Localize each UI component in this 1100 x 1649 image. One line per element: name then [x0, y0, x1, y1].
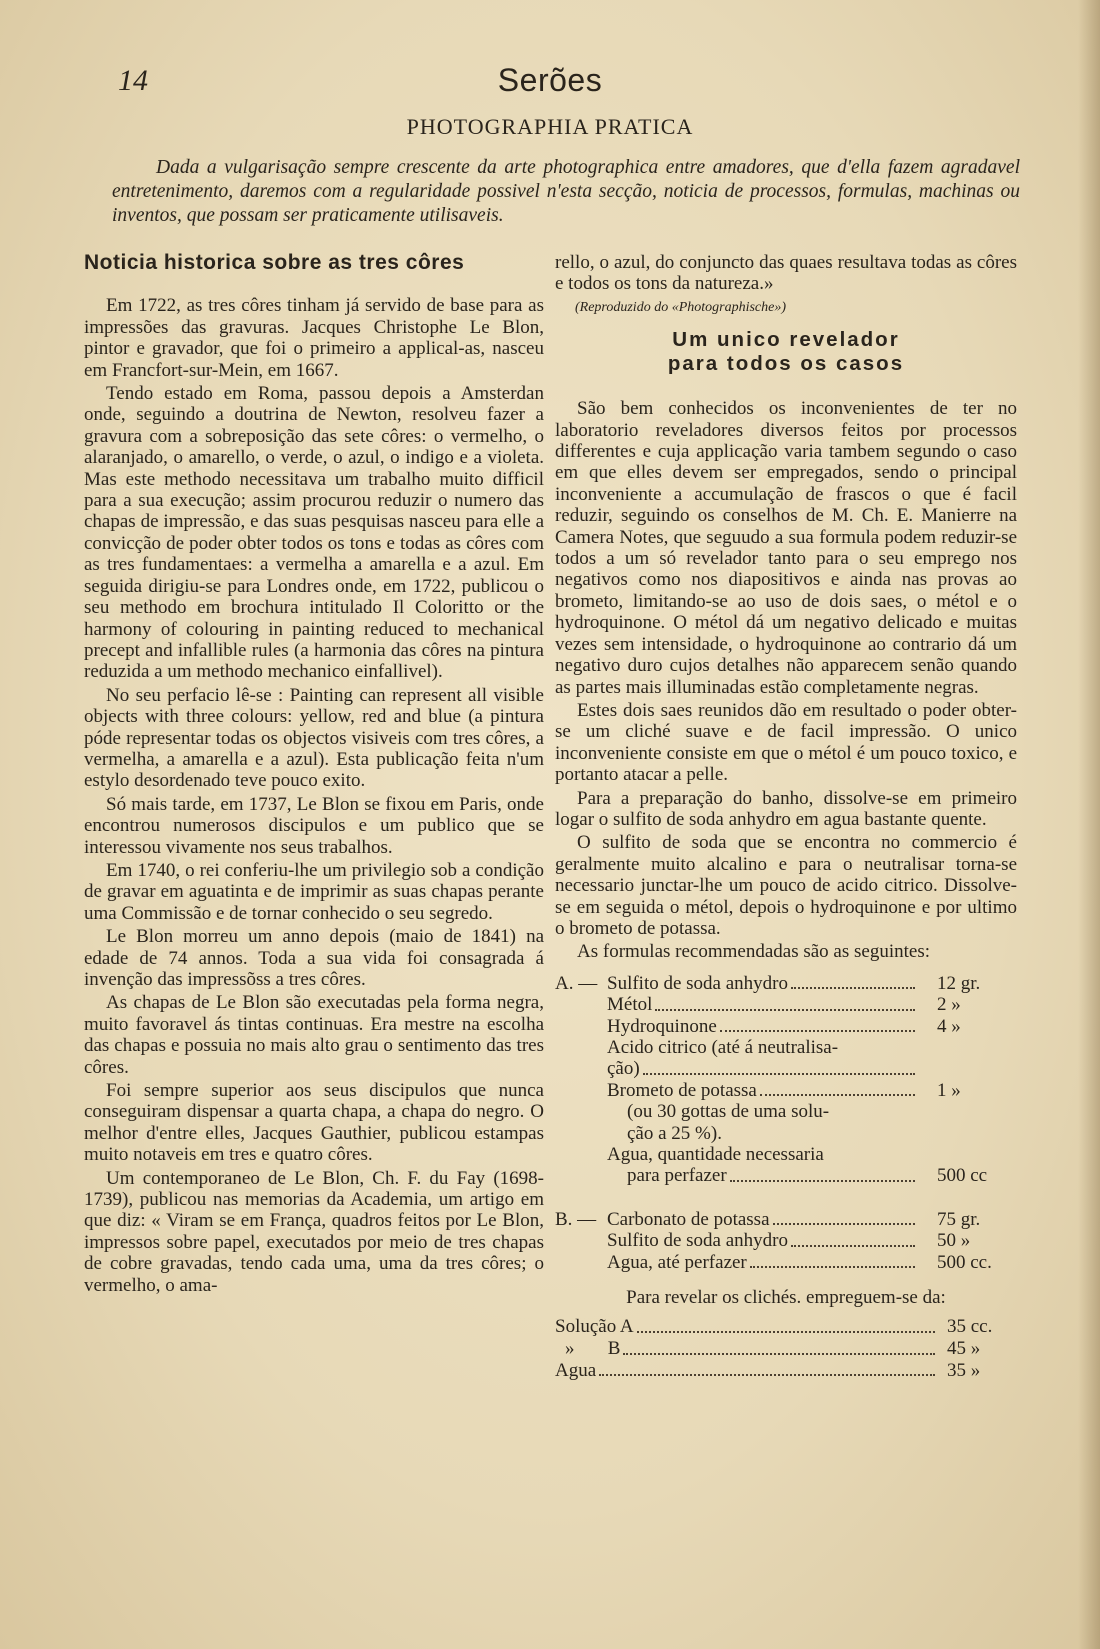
formula-a [555, 973, 1017, 1187]
formula-row [555, 1209, 1017, 1230]
reveal-row [555, 1316, 1017, 1338]
left-column [84, 252, 544, 1298]
paragraph: Em 1722, as tres côres tinham já servido de base para as impressões das gravuras. Jacques Christophe Le Blon, pintor e gravador, que foi o primeiro a applical-as, nasceu em Francfort-sur-Mein, em 1667. [84, 295, 544, 381]
leader-dots [599, 1374, 935, 1376]
reveal-quantity: 35 cc. [947, 1316, 993, 1338]
ingredient-label: Brometo de potassa [607, 1079, 757, 1101]
ingredient-label: Carbonato de potassa [607, 1208, 770, 1230]
paragraph: As chapas de Le Blon são executadas pela forma negra, muito favoravel ás tintas continuas. Era mestre na escolha das chapas e possuia no mais alto grau o sentimento das tres côres. [84, 992, 544, 1078]
paragraph: No seu perfacio lê-se : Painting can represent all visible objects with three colours: yellow, red and blue (a pintura póde representar todas os objectos visiveis com tres côres, a vermelha, a amarella e a azul). Esta publicação feita n'um estylo desordenado teve pouco exito. [84, 684, 544, 792]
paragraph: Só mais tarde, em 1737, Le Blon se fixou em Paris, onde encontrou numerosos discipulos e um publico que se interessou vivamente nos seus trabalhos. [84, 793, 544, 858]
page-edge-shadow [1078, 0, 1100, 1649]
ingredient-label: ção) [607, 1058, 640, 1080]
ingredient-quantity: 1 » [937, 1079, 961, 1101]
ingredient-note: (ou 30 gottas de uma solu- [627, 1101, 830, 1123]
source-credit: (Reproduzido do «Photographische») [575, 299, 787, 315]
formula-prefix: A. — [555, 972, 598, 994]
reveal-quantity: 45 » [947, 1338, 981, 1360]
section-title: PHOTOGRAPHIA PRATICA [406, 114, 694, 139]
formula-prefix: B. — [555, 1208, 597, 1230]
leader-dots [655, 1009, 915, 1011]
ingredient-quantity: 75 gr. [937, 1208, 981, 1230]
formula-row [555, 1080, 1017, 1101]
paragraph: Foi sempre superior aos seus discipulos que nunca conseguiram dispensar a quarta chapa, a chapa do negro. O melhor d'entre elles, Jacques Gauthier, publicou estampas muito notaveis em tres e quatro côres. [84, 1080, 544, 1166]
paragraph: São bem conhecidos os inconvenientes de ter no laboratorio reveladores diversos feitos por processos differentes e cuja applicação varia tambem segundo o caso em que elles devem ser empregados, sendo o principal inconveniente a accumulação de frascos o que é facil reduzir, seguindo os conselhos de M. Ch. E. Manierre na Camera Notes, que seguudo a sua formula podem reduzir-se todos a um só revelador tanto para o seu emprego nos negativos como nos diapositivos e ainda nas provas ao brometo, limitando-se ao uso de dois saes, o métol e o hydroquinone. O métol dá um negativo delicado e muitas vezes sem intensidade, o hydroquinone ao contrario dá um negativo duro cujos detalhes não apparecem senão quando as partes mais illuminadas estão completamente negras. [555, 398, 1017, 698]
paragraph: Para a preparação do banho, dissolve-se em primeiro logar o sulfito de soda anhydro em agua bastante quente. [555, 787, 1017, 830]
ingredient-quantity: 12 gr. [937, 972, 981, 994]
ingredient-label: Hydroquinone [607, 1015, 717, 1037]
reveal-table [555, 1316, 1017, 1381]
formula-row [555, 1016, 1017, 1037]
leader-dots [637, 1331, 935, 1333]
ingredient-quantity: 4 » [937, 1015, 961, 1037]
leader-dots [760, 1094, 915, 1096]
section-intro: Dada a vulgarisação sempre crescente da arte photographica entre amadores, que d'ella fazem agradavel entretenimento, daremos com a regularidade possivel n'esta secção, noticia de processos, formulas, machinas ou inventos, que possam ser praticamente utilisaveis. [112, 157, 1020, 226]
ingredient-label: Agua, quantidade necessaria [607, 1144, 824, 1166]
reveal-label: Agua [555, 1359, 597, 1381]
ingredient-label: Sulfito de soda anhydro [607, 972, 789, 994]
article-heading-three-colours: Noticia historica sobre as tres côres [84, 251, 465, 274]
leader-dots [750, 1266, 915, 1268]
leader-dots [720, 1030, 915, 1032]
formula-row [555, 1165, 1017, 1186]
ingredient-label: Métol [607, 994, 653, 1016]
ingredient-quantity: 50 » [937, 1230, 971, 1252]
ingredient-note: ção a 25 %). [627, 1122, 722, 1144]
reveal-row [555, 1360, 1017, 1382]
heading-line: Um unico revelador [672, 328, 900, 352]
leader-dots [773, 1223, 915, 1225]
formula-row [555, 994, 1017, 1015]
formula-row [555, 1230, 1017, 1251]
reveal-instructions: Para revelar os clichés. empreguem-se da: [626, 1287, 946, 1309]
reveal-label: » B [565, 1338, 621, 1360]
paragraph: Em 1740, o rei conferiu-lhe um privilegio sob a condição de gravar em aguatinta e de imprimir as suas chapas perante uma Commissão e de tornar conhecido o seu segredo. [84, 859, 544, 924]
leader-dots [643, 1073, 915, 1075]
paragraph: As formulas recommendadas são as seguintes: [577, 941, 930, 963]
heading-line: para todos os casos [667, 352, 905, 376]
paragraph: O sulfito de soda que se encontra no commercio é geralmente muito alcalino e para o neutralisar torna-se necessario junctar-lhe um pouco de acido citrico. Dissolve-se em seguida o métol, depois o hydroquinone e por ultimo o brometo de potassa. [555, 832, 1017, 939]
leader-dots [791, 1245, 915, 1247]
reveal-label: Solução A [555, 1316, 634, 1338]
ingredient-label: Acido citrico (até á neutralisa- [607, 1037, 839, 1058]
ingredient-quantity: 500 cc [937, 1165, 988, 1187]
reveal-quantity: 35 » [947, 1359, 981, 1381]
page-number: 14 [118, 64, 148, 97]
leader-dots [623, 1353, 935, 1355]
ingredient-label: Sulfito de soda anhydro [607, 1230, 789, 1252]
formula-row [555, 1252, 1017, 1273]
paragraph: Estes dois saes reunidos dão em resultado o poder obter-se um cliché suave e de facil impressão. O unico inconveniente consiste em que o métol é um pouco toxico, e portanto atacar a pelle. [555, 699, 1017, 786]
formula-row [555, 973, 1017, 994]
article-heading-developer [555, 328, 1017, 376]
paragraph: Le Blon morreu um anno depois (maio de 1841) na edade de 74 annos. Toda a sua vida foi consagrada á invenção das impressõss a tres côres. [84, 926, 544, 990]
paragraph: Um contemporaneo de Le Blon, Ch. F. du Fay (1698-1739), publicou nas memorias da Academia, um artigo em que diz: « Viram se em França, quadros feitos por Le Blon, impressos sobre papel, executados por meio de tres chapas de cobre gravadas, tendo cada uma, uma da tres côres; o vermelho, o ama- [84, 1167, 544, 1296]
leader-dots [791, 987, 915, 989]
ingredient-quantity: 2 » [937, 994, 961, 1016]
ingredient-label: para perfazer [627, 1165, 727, 1187]
paragraph: Tendo estado em Roma, passou depois a Amsterdan onde, seguindo a doutrina de Newton, resolveu fazer a gravura com a sobreposição das sete côres: o vermelho, o alaranjado, o amarello, o verde, o azul, o indigo e a violeta. Mas este methodo necessitava um trabalho muito difficil para a sua execução; assim procurou reduzir o numero das chapas de impressão, e das suas pesquisas nasceu para elle a convicção de poder obter todos os tons e todas as côres com as tres fundamentaes: a vermelha a amarella e a azul. Em seguida dirigiu-se para Londres onde, em 1722, publicou o seu methodo em brochura intitulado Il Coloritto or the harmony of colouring in painting reduced to mechanical precept and infallible rules (a harmonia das côres na pintura reduzida a um methodo mechanico einfallivel). [84, 383, 544, 683]
ingredient-quantity: 500 cc. [937, 1251, 992, 1273]
leader-dots [730, 1180, 915, 1182]
reveal-row [555, 1338, 1017, 1360]
paragraph-continuation: rello, o azul, do conjuncto das quaes resultava todas as côres e todos os tons da natureza.» [555, 252, 1017, 295]
right-column [555, 252, 1017, 1381]
formula-row [555, 1058, 1017, 1079]
formula-b [555, 1209, 1017, 1273]
ingredient-label: Agua, até perfazer [607, 1251, 747, 1273]
magazine-title: Serões [497, 62, 603, 98]
